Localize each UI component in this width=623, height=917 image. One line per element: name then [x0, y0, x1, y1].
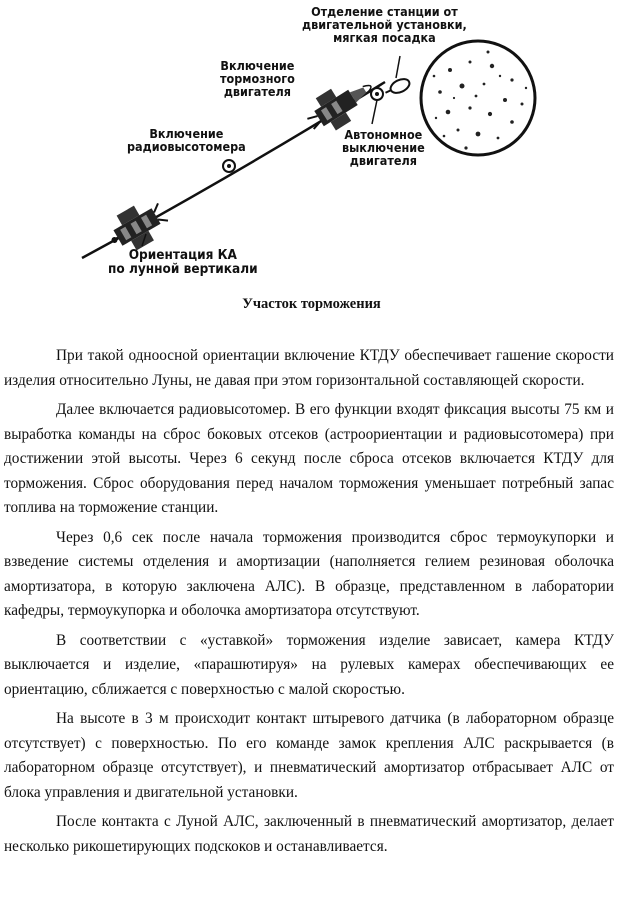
label-separation-line-3: мягкая посадка	[333, 30, 436, 45]
label-auto-shutdown-line-1: Автономное	[344, 127, 423, 142]
label-separation-line-2: двигательной установки,	[302, 17, 467, 32]
label-brake-engine-line-1: Включение	[220, 58, 295, 73]
paragraph-1: При такой одноосной ориентации включение КТДУ обеспечивает гашение скорости изделия относительно Луны, не давая при этом горизонтальной составляющей скорости.	[4, 347, 614, 389]
label-radio-altimeter-line-2: радиовысотомера	[127, 139, 246, 154]
paragraph-5: На высоте в 3 м происходит контакт штыревого датчика (в лабораторном образце отсутствует) с поверхностью. По его команде замок крепления АЛС раскрывается (в лабораторном образце отсутствует), и пневматический амортизатор отбрасывает АЛС от блока управления и двигательной установки.	[4, 710, 614, 801]
label-radio-altimeter	[127, 127, 246, 153]
label-orientation-line-2: по лунной вертикали	[108, 261, 258, 277]
paragraph-4: В соответствии с «уставкой» торможения изделие зависает, камера КТДУ выключается и изделие, «парашютируя» на рулевых камерах обеспечивающих ее ориентацию, сближается с поверхностью с малой скоростью.	[4, 631, 614, 698]
label-auto-shutdown	[342, 128, 425, 167]
label-separation	[302, 5, 467, 44]
paragraph-6: После контакта с Луной АЛС, заключенный в пневматический амортизатор, делает несколько рикошетирующих подскоков и останавливается.	[4, 813, 614, 855]
paragraph-3: Через 0,6 сек после начала торможения производится сброс термоукупорки и взведение системы отделения и амортизации (наполняется гелием резиновая оболочка амортизатора, в которую заключена АЛС). В образце, представленном в лаборатории кафедры, термоукупорка и оболочка амортизатора отсутствуют.	[4, 528, 614, 619]
label-brake-engine-line-3: двигателя	[223, 84, 291, 99]
label-auto-shutdown-line-2: выключение	[342, 140, 425, 155]
paragraph-2: Далее включается радиовысотомер. В его функции входят фиксация высоты 75 км и выработка команды на сброс боковых отсеков (астроориентации и радиовысотомера) при достижении этой высоты. Через 6 секунд после сброса отсеков включается КТДУ для торможения. Сброс оборудования перед началом торможения уменьшает потребный запас топлива на торможение станции.	[4, 401, 614, 516]
label-separation-line-1: Отделение станции от	[311, 4, 458, 19]
pointer-shutdown	[372, 100, 377, 124]
landing-station-icon	[383, 76, 412, 98]
figure-caption: Участок торможения	[242, 296, 381, 312]
label-auto-shutdown-line-3: двигателя	[349, 153, 417, 168]
pointer-separation	[396, 56, 400, 78]
label-orientation	[108, 248, 258, 276]
auto-shutdown-marker	[371, 88, 383, 100]
landing-diagram	[0, 0, 623, 292]
moon-icon	[421, 41, 535, 155]
label-radio-altimeter-line-1: Включение	[149, 126, 224, 141]
body-text	[4, 344, 614, 859]
label-brake-engine	[220, 59, 295, 98]
label-orientation-line-1: Ориентация КА	[128, 247, 237, 263]
label-brake-engine-line-2: тормозного	[220, 71, 295, 86]
radio-altimeter-marker	[223, 160, 235, 172]
